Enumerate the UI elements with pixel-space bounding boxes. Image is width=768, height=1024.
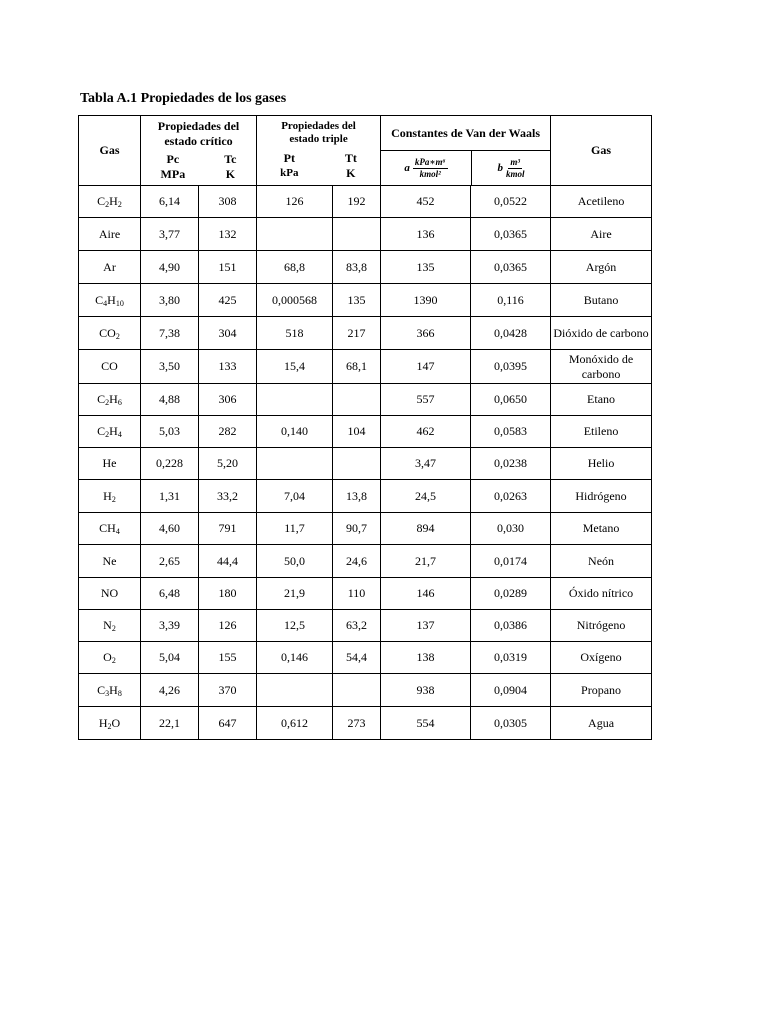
cell-b: 0,0174 — [471, 545, 551, 578]
cell-pc: 3,80 — [141, 284, 199, 317]
cell-tt: 54,4 — [333, 642, 381, 674]
cell-b: 0,0395 — [471, 350, 551, 384]
table-row — [79, 545, 652, 578]
cell-tt: 217 — [333, 317, 381, 350]
formula-symbol: Aire — [98, 226, 121, 241]
cell-a: 135 — [381, 251, 471, 284]
cell-name: Metano — [551, 513, 652, 545]
table-row — [79, 251, 652, 284]
cell-tt: 110 — [333, 578, 381, 610]
cell-pt: 518 — [257, 317, 333, 350]
cell-tc: 282 — [199, 416, 257, 448]
cell-formula — [79, 513, 141, 545]
cell-a: 21,7 — [381, 545, 471, 578]
formula-symbol: Ar — [103, 259, 116, 274]
cell-pt: 7,04 — [257, 480, 333, 513]
cell-a: 1390 — [381, 284, 471, 317]
cell-a: 138 — [381, 642, 471, 674]
cell-tt — [333, 674, 381, 707]
header-tc: Tc — [224, 152, 237, 166]
header-b-numerator: m³ — [510, 156, 521, 167]
cell-b: 0,0238 — [471, 448, 551, 480]
cell-pt: 15,4 — [257, 350, 333, 384]
cell-tt: 13,8 — [333, 480, 381, 513]
cell-name: Propano — [551, 674, 652, 707]
formula-subscript: 2 — [105, 430, 110, 439]
header-a-denominator: kmol² — [419, 168, 441, 179]
table-row — [79, 707, 652, 740]
cell-tc: 133 — [199, 350, 257, 384]
cell-name: Neón — [551, 545, 652, 578]
cell-pc: 3,77 — [141, 218, 199, 251]
formula-symbol: H — [109, 424, 118, 438]
header-pt-unit: kPa — [280, 167, 299, 179]
cell-tc: 44,4 — [199, 545, 257, 578]
header-tc-unit: K — [225, 167, 236, 181]
cell-b: 0,0904 — [471, 674, 551, 707]
table-row — [79, 642, 652, 674]
table-row — [79, 350, 652, 384]
cell-tc: 647 — [199, 707, 257, 740]
cell-name: Butano — [551, 284, 652, 317]
cell-formula — [79, 317, 141, 350]
cell-name: Dióxido de carbono — [551, 317, 652, 350]
cell-b: 0,0428 — [471, 317, 551, 350]
table-row — [79, 674, 652, 707]
cell-tc: 370 — [199, 674, 257, 707]
formula-symbol: O — [103, 650, 112, 664]
cell-tt — [333, 218, 381, 251]
header-b — [472, 151, 550, 185]
cell-pc: 2,65 — [141, 545, 199, 578]
cell-a: 557 — [381, 384, 471, 416]
cell-name: Aire — [551, 218, 652, 251]
cell-a: 136 — [381, 218, 471, 251]
formula-symbol: He — [102, 456, 117, 470]
cell-formula — [79, 578, 141, 610]
cell-pc: 22,1 — [141, 707, 199, 740]
header-a-numerator: kPa∗m⁶ — [414, 156, 446, 167]
cell-tt: 192 — [333, 186, 381, 218]
header-triple — [257, 116, 381, 186]
cell-pt: 0,000568 — [257, 284, 333, 317]
table-row — [79, 218, 652, 251]
formula-subscript: 2 — [111, 656, 116, 665]
cell-b: 0,0263 — [471, 480, 551, 513]
cell-tt: 90,7 — [333, 513, 381, 545]
cell-tc: 425 — [199, 284, 257, 317]
header-triple-title: Propiedades del estado triple — [281, 120, 356, 145]
cell-pc: 5,03 — [141, 416, 199, 448]
formula-symbol: H — [109, 392, 118, 406]
cell-formula — [79, 284, 141, 317]
header-a-symbol: a — [404, 161, 410, 174]
cell-formula — [79, 218, 141, 251]
cell-pc: 6,14 — [141, 186, 199, 218]
cell-name: Etileno — [551, 416, 652, 448]
header-gas: Gas — [79, 116, 141, 186]
cell-b: 0,0583 — [471, 416, 551, 448]
cell-pt: 68,8 — [257, 251, 333, 284]
cell-tc: 308 — [199, 186, 257, 218]
formula-symbol: CO — [101, 359, 118, 373]
cell-formula — [79, 350, 141, 384]
cell-pt: 0,612 — [257, 707, 333, 740]
formula-symbol: H — [109, 682, 118, 697]
cell-tc: 304 — [199, 317, 257, 350]
cell-tt — [333, 384, 381, 416]
table-row — [79, 186, 652, 218]
cell-pc: 4,90 — [141, 251, 199, 284]
cell-b: 0,0522 — [471, 186, 551, 218]
cell-tc: 151 — [199, 251, 257, 284]
cell-name: Oxígeno — [551, 642, 652, 674]
header-b-denominator: kmol — [506, 168, 525, 179]
cell-formula — [79, 707, 141, 740]
formula-subscript: 4 — [117, 430, 122, 439]
cell-tt: 273 — [333, 707, 381, 740]
cell-pt — [257, 384, 333, 416]
cell-tc: 126 — [199, 610, 257, 642]
cell-pt: 0,146 — [257, 642, 333, 674]
cell-tt: 63,2 — [333, 610, 381, 642]
formula-subscript: 2 — [111, 494, 116, 504]
cell-b: 0,0319 — [471, 642, 551, 674]
cell-tt: 68,1 — [333, 350, 381, 384]
cell-a: 462 — [381, 416, 471, 448]
header-critical-title: Propiedades del estado crítico — [157, 119, 240, 148]
cell-a: 366 — [381, 317, 471, 350]
cell-formula — [79, 186, 141, 218]
cell-a: 147 — [381, 350, 471, 384]
cell-a: 3,47 — [381, 448, 471, 480]
formula-symbol: N — [103, 618, 112, 632]
header-pc: Pc — [166, 152, 180, 166]
cell-tc: 306 — [199, 384, 257, 416]
header-pc-unit: MPa — [160, 167, 186, 181]
table-row — [79, 416, 652, 448]
cell-formula — [79, 384, 141, 416]
header-gas-name: Gas — [551, 116, 652, 186]
formula-subscript: 2 — [111, 624, 116, 633]
cell-tc: 791 — [199, 513, 257, 545]
cell-pt: 21,9 — [257, 578, 333, 610]
cell-b: 0,0365 — [471, 251, 551, 284]
formula-subscript: 10 — [115, 298, 124, 308]
cell-tt: 83,8 — [333, 251, 381, 284]
formula-symbol: Ne — [102, 553, 117, 568]
cell-pt — [257, 674, 333, 707]
cell-name: Etano — [551, 384, 652, 416]
cell-a: 452 — [381, 186, 471, 218]
formula-subscript: 2 — [105, 398, 110, 407]
formula-subscript: 4 — [103, 298, 108, 308]
cell-a: 24,5 — [381, 480, 471, 513]
cell-pc: 0,228 — [141, 448, 199, 480]
formula-subscript: 2 — [107, 721, 112, 731]
cell-b: 0,0386 — [471, 610, 551, 642]
cell-a: 554 — [381, 707, 471, 740]
cell-pc: 4,88 — [141, 384, 199, 416]
cell-b: 0,0289 — [471, 578, 551, 610]
cell-pt — [257, 218, 333, 251]
cell-tc: 33,2 — [199, 480, 257, 513]
formula-subscript: 2 — [115, 331, 120, 341]
cell-formula — [79, 545, 141, 578]
cell-pt: 12,5 — [257, 610, 333, 642]
formula-symbol: H — [98, 715, 108, 730]
cell-name: Argón — [551, 251, 652, 284]
formula-subscript: 2 — [105, 200, 110, 209]
cell-pt: 126 — [257, 186, 333, 218]
table-row — [79, 610, 652, 642]
table-row — [79, 284, 652, 317]
table-row — [79, 578, 652, 610]
header-vdw — [381, 116, 551, 186]
header-tt: Tt — [344, 151, 357, 165]
header-pt: Pt — [283, 151, 295, 165]
cell-formula — [79, 480, 141, 513]
cell-pc: 7,38 — [141, 317, 199, 350]
cell-pc: 4,26 — [141, 674, 199, 707]
header-tt-unit: K — [346, 166, 356, 180]
cell-pc: 4,60 — [141, 513, 199, 545]
header-vdw-title: Constantes de Van der Waals — [381, 116, 550, 151]
formula-subscript: 2 — [117, 200, 122, 209]
formula-symbol: H — [107, 292, 116, 307]
formula-symbol: CH — [99, 521, 116, 535]
cell-tt: 135 — [333, 284, 381, 317]
cell-b: 0,0365 — [471, 218, 551, 251]
table-title: Tabla A.1 Propiedades de los gases — [80, 91, 287, 106]
formula-symbol: NO — [100, 586, 119, 600]
cell-pc: 6,48 — [141, 578, 199, 610]
cell-a: 137 — [381, 610, 471, 642]
gas-properties-table — [78, 115, 652, 740]
table-row — [79, 448, 652, 480]
cell-name: Óxido nítrico — [551, 578, 652, 610]
formula-symbol: C — [97, 392, 106, 406]
cell-pc: 3,39 — [141, 610, 199, 642]
cell-pc: 3,50 — [141, 350, 199, 384]
cell-formula — [79, 674, 141, 707]
cell-name: Acetileno — [551, 186, 652, 218]
cell-b: 0,0305 — [471, 707, 551, 740]
table-row — [79, 480, 652, 513]
cell-a: 938 — [381, 674, 471, 707]
formula-symbol: O — [111, 715, 121, 730]
cell-pt: 0,140 — [257, 416, 333, 448]
cell-pt — [257, 448, 333, 480]
cell-tc: 132 — [199, 218, 257, 251]
cell-pc: 1,31 — [141, 480, 199, 513]
cell-pc: 5,04 — [141, 642, 199, 674]
formula-symbol: C — [97, 194, 106, 208]
formula-subscript: 8 — [117, 688, 122, 698]
cell-pt: 11,7 — [257, 513, 333, 545]
cell-a: 894 — [381, 513, 471, 545]
cell-tc: 155 — [199, 642, 257, 674]
formula-symbol: H — [103, 488, 112, 503]
formula-symbol: C — [97, 424, 106, 438]
formula-symbol: C — [95, 292, 104, 307]
formula-symbol: C — [97, 682, 106, 697]
formula-symbol: CO — [99, 325, 116, 340]
cell-a: 146 — [381, 578, 471, 610]
cell-formula — [79, 610, 141, 642]
cell-name: Monóxido de carbono — [551, 350, 652, 384]
cell-b: 0,116 — [471, 284, 551, 317]
cell-tt: 24,6 — [333, 545, 381, 578]
cell-name: Agua — [551, 707, 652, 740]
cell-name: Helio — [551, 448, 652, 480]
cell-b: 0,0650 — [471, 384, 551, 416]
cell-pt: 50,0 — [257, 545, 333, 578]
cell-name: Hidrógeno — [551, 480, 652, 513]
table-row — [79, 317, 652, 350]
cell-formula — [79, 448, 141, 480]
header-a — [381, 151, 472, 185]
table-row — [79, 513, 652, 545]
header-b-symbol: b — [497, 161, 504, 174]
cell-tc: 180 — [199, 578, 257, 610]
table-row — [79, 384, 652, 416]
cell-tt: 104 — [333, 416, 381, 448]
formula-subscript: 4 — [115, 527, 120, 536]
formula-subscript: 3 — [105, 688, 110, 698]
cell-formula — [79, 416, 141, 448]
cell-tt — [333, 448, 381, 480]
cell-formula — [79, 251, 141, 284]
formula-symbol: H — [109, 194, 118, 208]
cell-name: Nitrógeno — [551, 610, 652, 642]
header-row — [79, 116, 652, 186]
formula-subscript: 6 — [117, 398, 122, 407]
cell-formula — [79, 642, 141, 674]
cell-tc: 5,20 — [199, 448, 257, 480]
cell-b: 0,030 — [471, 513, 551, 545]
header-critical — [141, 116, 257, 186]
